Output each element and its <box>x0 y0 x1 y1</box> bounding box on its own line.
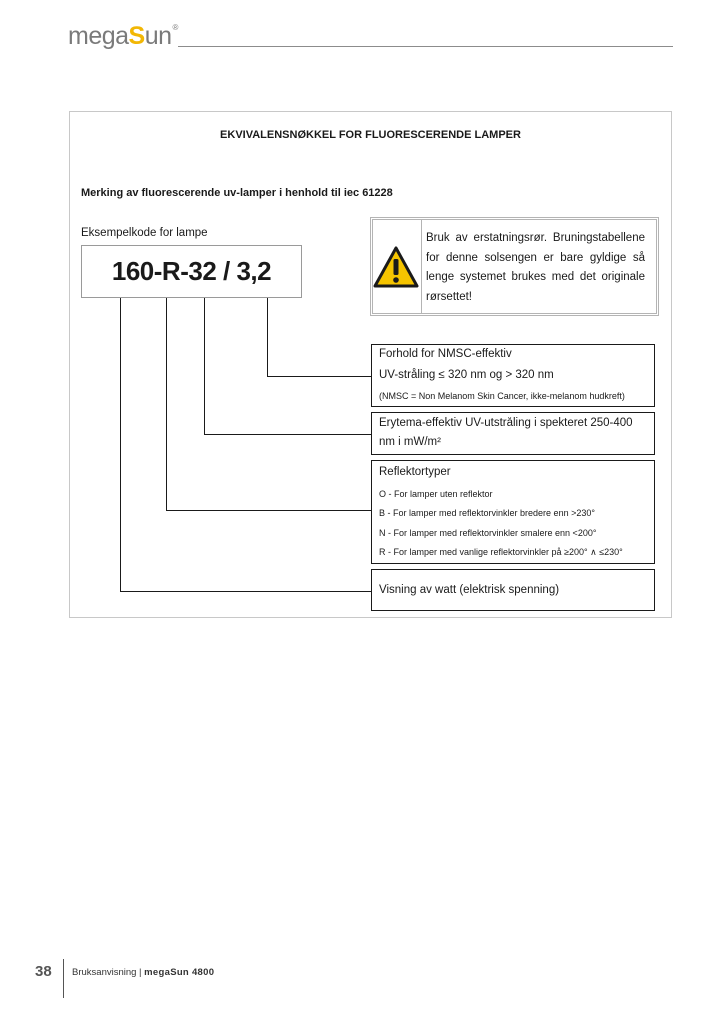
erythema-line-2: nm i mW/m² <box>379 436 441 448</box>
nmsc-note: (NMSC = Non Melanom Skin Cancer, ikke-melanom hudkreft) <box>379 391 625 401</box>
warning-triangle-icon <box>373 245 419 289</box>
reflector-item-b: B - For lamper med reflektorvinkler bredere enn >230° <box>379 508 595 518</box>
nmsc-title: Forhold for NMSC-effektiv <box>379 348 512 360</box>
leader-nmsc-vertical <box>267 298 268 377</box>
reflector-item-o: O - For lamper uten reflektor <box>379 489 493 499</box>
section-title: EKVIVALENSNØKKEL FOR FLUORESCERENDE LAMPER <box>220 129 521 141</box>
leader-watt-horizontal <box>120 591 371 592</box>
leader-nmsc-horizontal <box>267 376 371 377</box>
logo-suffix: un <box>144 22 172 50</box>
leader-reflector-vertical <box>166 298 167 511</box>
leader-watt-vertical <box>120 298 121 592</box>
footer-doc-label: Bruksanvisning | <box>72 967 145 978</box>
watt-title: Visning av watt (elektrisk spenning) <box>379 584 560 596</box>
warning-text: Bruk av erstatningsrør. Bruningstabellene for denne solsengen er bare gyldige så lenge systemet brukes med det originale rørsettet! <box>426 232 645 303</box>
leader-erythema-horizontal <box>204 434 371 435</box>
footer-label <box>72 967 214 978</box>
section-subtitle: Merking av fluorescerende uv-lamper i henhold til iec 61228 <box>81 187 393 199</box>
example-code-box <box>81 245 302 298</box>
warning-divider <box>421 219 422 314</box>
reflector-item-r: R - For lamper med vanlige reflektorvinkler på ≥200° ∧ ≤230° <box>379 547 623 557</box>
example-caption: Eksempelkode for lampe <box>81 227 208 239</box>
logo-s: S <box>128 22 145 50</box>
logo-prefix: mega <box>68 22 129 50</box>
reflector-title: Reflektortyper <box>379 466 451 478</box>
registered-mark: ® <box>172 23 178 32</box>
leader-reflector-horizontal <box>166 510 371 511</box>
megasun-logo <box>68 22 178 51</box>
page-number: 38 <box>35 963 52 980</box>
nmsc-line: UV-stråling ≤ 320 nm og > 320 nm <box>379 369 554 381</box>
header-rule <box>178 46 673 47</box>
example-code: 160-R-32 / 3,2 <box>111 256 272 286</box>
reflector-item-n: N - For lamper med reflektorvinkler smalere enn <200° <box>379 528 597 538</box>
footer-product: megaSun 4800 <box>144 967 215 978</box>
footer-rule <box>63 959 64 998</box>
erythema-line-1: Erytema-effektiv UV-utstråling i spekteret 250-400 <box>379 417 633 429</box>
leader-erythema-vertical <box>204 298 205 435</box>
